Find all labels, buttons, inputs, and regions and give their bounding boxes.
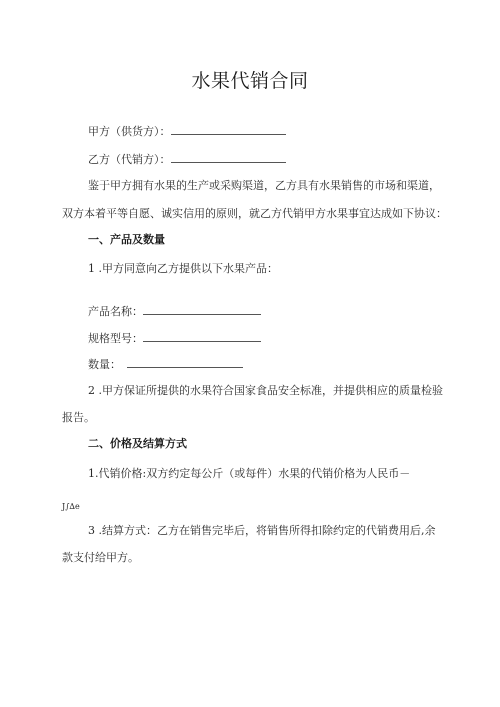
quantity-blank	[127, 357, 243, 368]
spec-label: 规格型号：	[88, 332, 143, 345]
section-1-heading: 一、产品及数量	[88, 233, 165, 246]
stray-mark: J∫∆e	[62, 502, 80, 511]
product-name-blank	[143, 304, 261, 315]
party-b-line	[88, 152, 286, 167]
section-2-item-3-line-2: 款支付给甲方。	[62, 551, 139, 564]
party-b-label: 乙方（代销方）：	[88, 153, 171, 166]
party-b-blank	[171, 152, 286, 163]
section-1-item-2-line-2: 报告。	[62, 411, 95, 424]
section-2-item-1: 1.代销价格:双方约定每公斤（或每件）水果的代销价格为人民币－	[88, 467, 411, 480]
quantity-line	[88, 357, 243, 372]
section-1-item-1: 1 .甲方同意向乙方提供以下水果产品：	[88, 262, 278, 275]
intro-line-1: 鉴于甲方拥有水果的生产或采购渠道，乙方具有水果销售的市场和渠道，	[88, 179, 440, 192]
party-a-line	[88, 124, 286, 139]
intro-line-2: 双方本着平等自愿、诚实信用的原则，就乙方代销甲方水果事宜达成如下协议：	[62, 207, 447, 220]
quantity-label: 数量：	[88, 358, 121, 371]
section-2-item-3-line-1: 3 .结算方式：乙方在销售完毕后，将销售所得扣除约定的代销费用后,余	[88, 524, 436, 537]
spec-blank	[143, 331, 261, 342]
section-2-heading: 二、价格及结算方式	[88, 437, 187, 450]
section-1-item-2-line-1: 2 .甲方保证所提供的水果符合国家食品安全标准，并提供相应的质量检验	[88, 384, 443, 397]
spec-line	[88, 331, 261, 346]
party-a-label: 甲方（供货方）：	[88, 125, 171, 138]
product-name-line	[88, 304, 261, 319]
document-title: 水果代销合同	[191, 70, 309, 92]
party-a-blank	[171, 124, 286, 135]
product-name-label: 产品名称：	[88, 305, 143, 318]
